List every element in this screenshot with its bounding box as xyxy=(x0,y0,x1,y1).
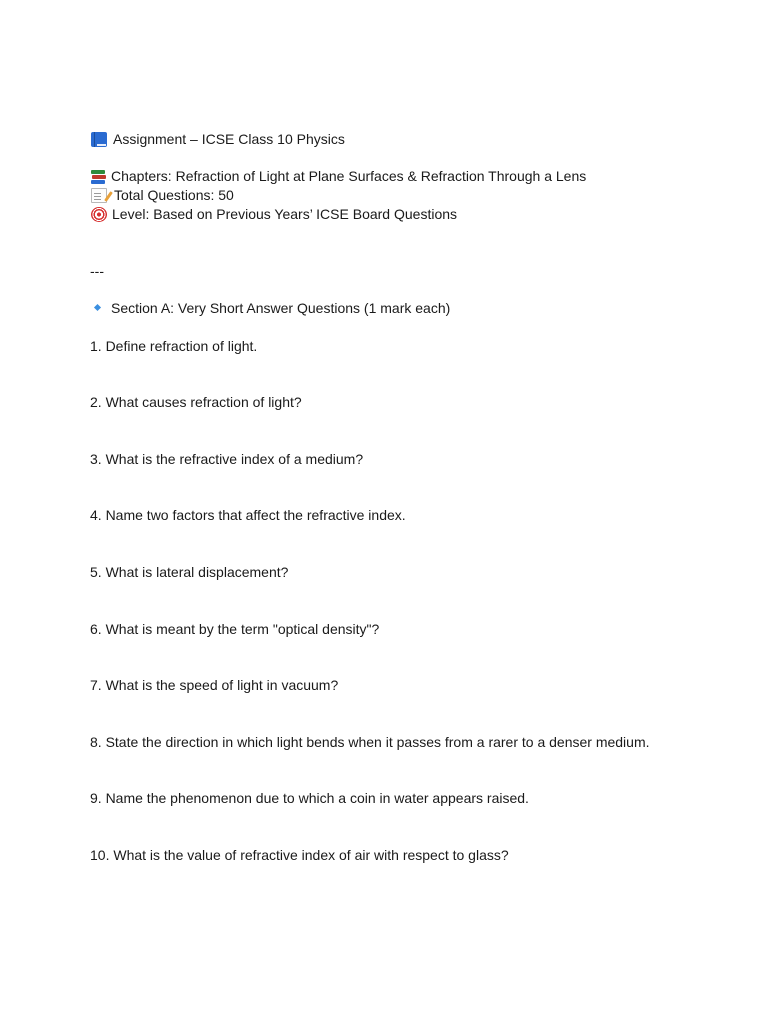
question-text: 2. What causes refraction of light? xyxy=(90,394,302,410)
chapters-line xyxy=(90,167,586,185)
level-line xyxy=(90,205,457,223)
question-text: 1. Define refraction of light. xyxy=(90,338,258,354)
question-text: 3. What is the refractive index of a medium? xyxy=(90,451,364,467)
chapters-text: Chapters: Refraction of Light at Plane Surfaces & Refraction Through a Lens xyxy=(111,168,587,184)
question-item xyxy=(90,506,406,524)
question-item xyxy=(90,393,302,411)
question-item xyxy=(90,676,338,694)
level-text: Level: Based on Previous Years’ ICSE Board Questions xyxy=(112,206,458,222)
question-text: 8. State the direction in which light bends when it passes from a rarer to a denser medium. xyxy=(90,734,650,750)
blue-book-icon xyxy=(91,132,107,147)
question-item xyxy=(90,733,650,751)
books-icon xyxy=(90,168,106,184)
question-item xyxy=(90,846,509,864)
question-item xyxy=(90,620,379,638)
total-questions-line xyxy=(90,186,234,204)
total-questions-text: Total Questions: 50 xyxy=(114,187,234,203)
question-item xyxy=(90,337,257,355)
question-item xyxy=(90,450,363,468)
question-text: 5. What is lateral displacement? xyxy=(90,564,289,580)
assignment-title xyxy=(90,130,345,148)
assignment-title-text: Assignment – ICSE Class 10 Physics xyxy=(113,131,345,147)
question-text: 4. Name two factors that affect the refractive index. xyxy=(90,507,406,523)
question-text: 10. What is the value of refractive index of air with respect to glass? xyxy=(90,847,509,863)
section-a-heading-text: Section A: Very Short Answer Questions (1 mark each) xyxy=(111,300,451,316)
question-item xyxy=(90,789,529,807)
question-item xyxy=(90,563,288,581)
question-text: 9. Name the phenomenon due to which a coin in water appears raised. xyxy=(90,790,529,806)
memo-icon xyxy=(91,188,107,203)
separator-text: --- xyxy=(90,263,104,279)
separator xyxy=(90,262,104,280)
question-text: 6. What is meant by the term "optical density"? xyxy=(90,621,380,637)
target-icon xyxy=(91,207,107,222)
section-a-heading xyxy=(90,299,450,317)
question-text: 7. What is the speed of light in vacuum? xyxy=(90,677,339,693)
small-blue-diamond-icon xyxy=(90,300,106,316)
